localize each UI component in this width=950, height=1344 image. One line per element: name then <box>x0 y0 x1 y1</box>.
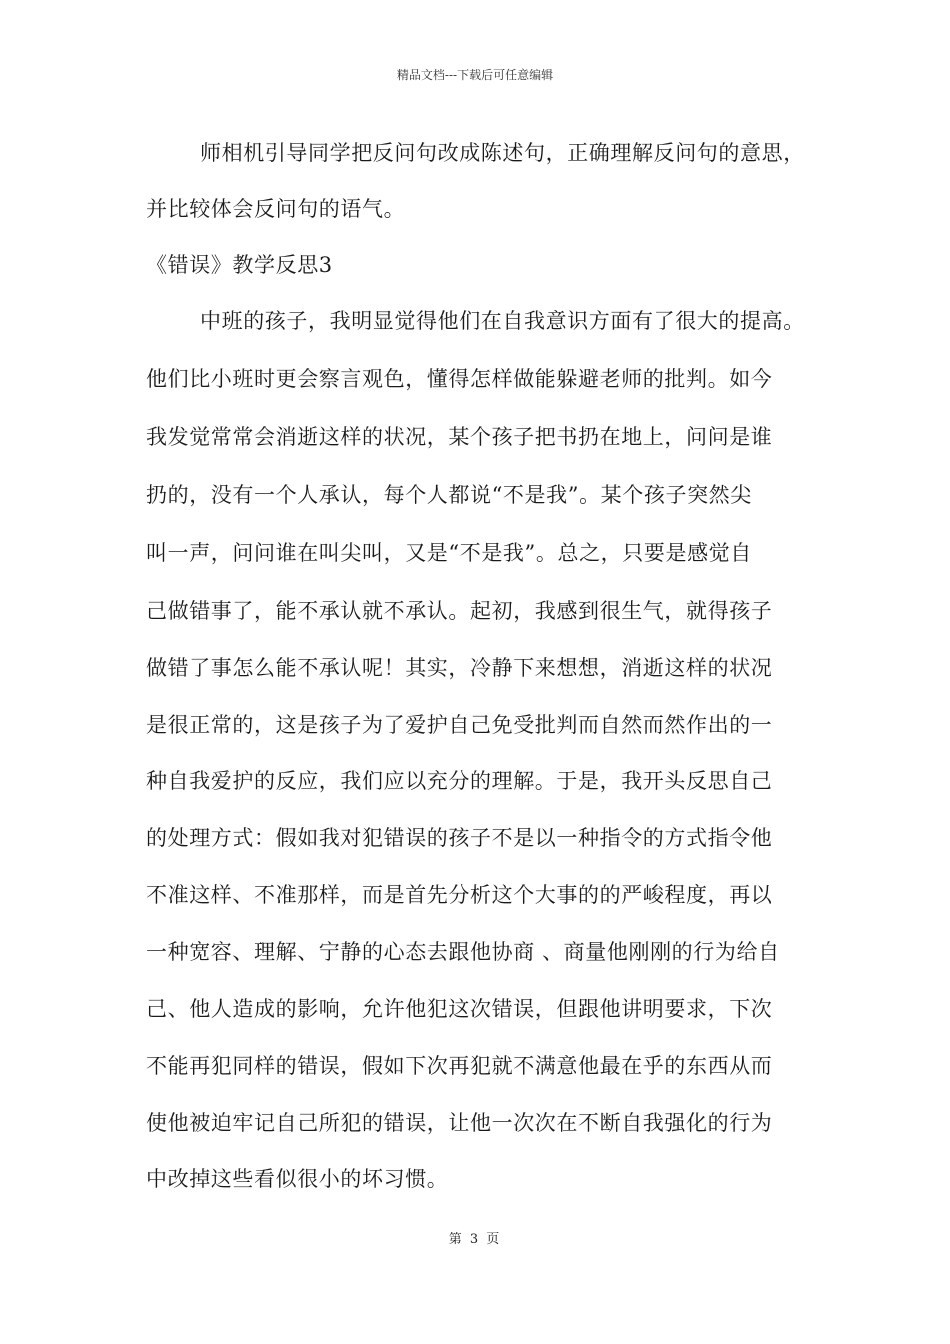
paragraph-line: 一种宽容、理解、宁静的心态去跟他协商 、商量他刚刚的行为给自 <box>146 940 780 964</box>
paragraph-line: 并比较体会反问句的语气。 <box>146 197 406 221</box>
paragraph-line: 己做错事了，能不承认就不承认。起初，我感到很生气，就得孩子 <box>146 599 773 623</box>
paragraph-line: 他们比小班时更会察言观色，懂得怎样做能躲避老师的批判。如今 <box>146 367 773 391</box>
paragraph-line: 的处理方式：假如我对犯错误的孩子不是以一种指令的方式指令他 <box>146 826 773 850</box>
paragraph-line: 叫一声，问问谁在叫尖叫，又是“不是我”。总之，只要是感觉自 <box>146 541 752 565</box>
paragraph-line: 不能再犯同样的错误，假如下次再犯就不满意他最在乎的东西从而 <box>146 1054 773 1078</box>
paragraph-line: 种自我爱护的反应，我们应以充分的理解。于是，我开头反思自己 <box>146 769 773 793</box>
paragraph-line: 扔的，没有一个人承认，每个人都说“不是我”。某个孩子突然尖 <box>146 483 752 507</box>
section-title: 《错误》教学反思3 <box>146 253 333 277</box>
paragraph-line: 中班的孩子，我明显觉得他们在自我意识方面有了很大的提高。 <box>200 309 805 333</box>
paragraph-line: 师相机引导同学把反问句改成陈述句，正确理解反问句的意思， <box>200 141 805 165</box>
paragraph-line: 己、他人造成的影响，允许他犯这次错误，但跟他讲明要求，下次 <box>146 997 773 1021</box>
paragraph-line: 不准这样、不准那样，而是首先分析这个大事的的严峻程度，再以 <box>146 883 773 907</box>
page-header: 精品文档---下载后可任意编辑 <box>396 68 554 82</box>
paragraph-line: 中改掉这些看似很小的坏习惯。 <box>146 1167 449 1191</box>
paragraph-line: 我发觉常常会消逝这样的状况，某个孩子把书扔在地上，问问是谁 <box>146 425 773 449</box>
paragraph-line: 使他被迫牢记自己所犯的错误，让他一次次在不断自我强化的行为 <box>146 1111 773 1135</box>
paragraph-line: 做错了事怎么能不承认呢！其实，冷静下来想想，消逝这样的状况 <box>146 656 773 680</box>
page-number: 第 3 页 <box>448 1232 502 1247</box>
paragraph-line: 是很正常的，这是孩子为了爱护自己免受批判而自然而然作出的一 <box>146 713 773 737</box>
